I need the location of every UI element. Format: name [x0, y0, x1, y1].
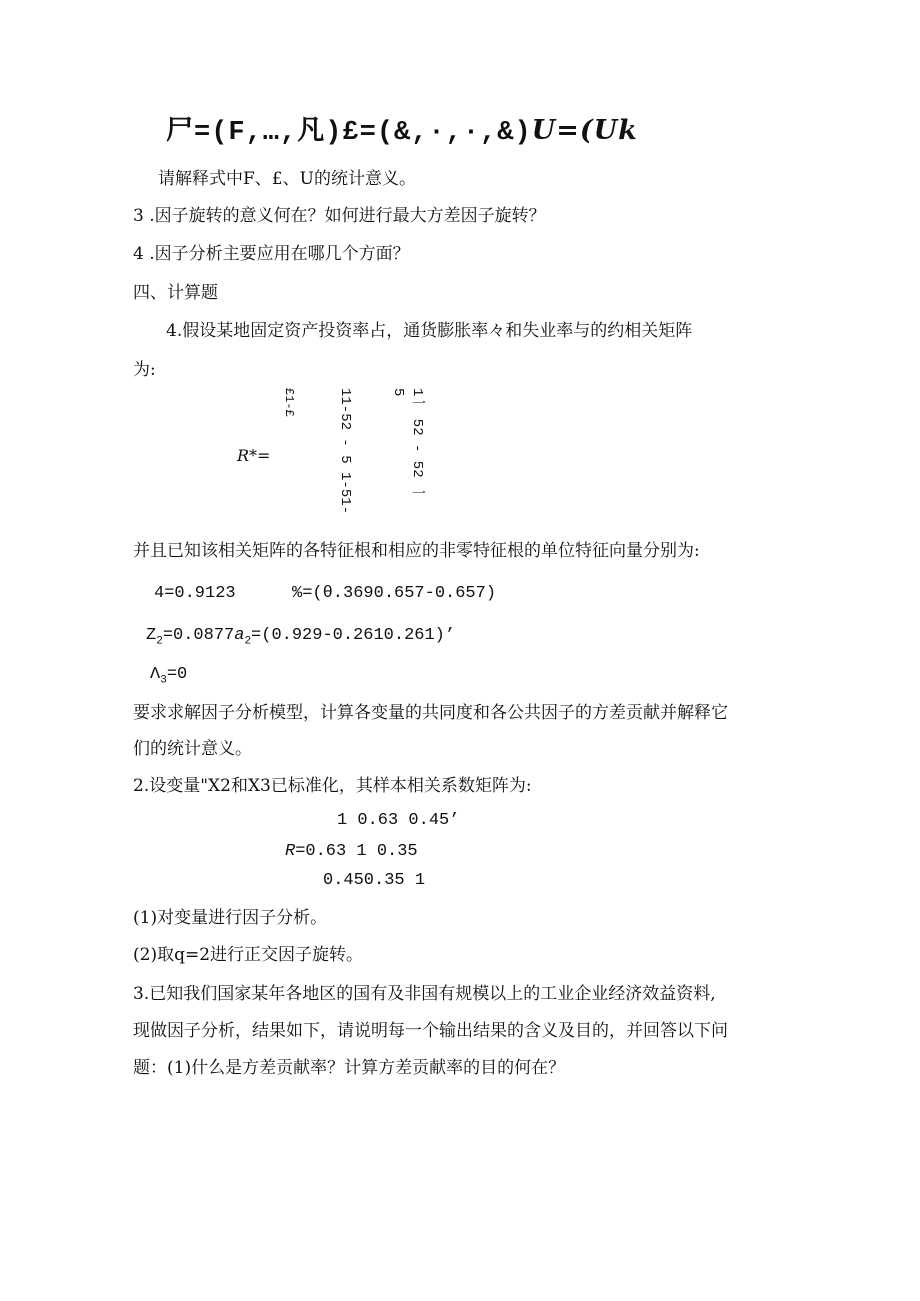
matrix2-label: R [285, 842, 296, 861]
matrix2-row-2-values: =0.63 1 0.35 [295, 842, 418, 861]
formula-part-2: =(F,…,凡)£=(&,·,·,&) [194, 118, 532, 148]
eigen-row-3 [150, 663, 187, 692]
explain-line: 请解释式中F、£、U的统计意义。 [158, 169, 416, 189]
eigenvalue-2-symbol: Z [146, 626, 157, 645]
question-4: 4 .因子分析主要应用在哪几个方面？ [133, 244, 410, 264]
question-3b-line-2: 现做因子分析，结果如下，请说明每一个输出结果的含义及目的，并回答以下问 [133, 1021, 728, 1041]
question-3: 3 .因子旋转的意义何在？如何进行最大方差因子旋转？ [133, 206, 546, 226]
question-2-intro: 2.设变量"X2和X3已标准化，其样本相关系数矩阵为: [133, 776, 532, 796]
question-3b-line-3: 题：(1)什么是方差贡献率？计算方差贡献率的目的何在？ [133, 1058, 566, 1078]
formula-part-3: U=(Uk [531, 115, 638, 146]
calc1-intro-cont: 为: [133, 360, 156, 380]
matrix2-row-3: 0.450.35 1 [323, 871, 426, 890]
matrix1-col2: 11-52 - 5 1-51- [337, 388, 353, 515]
eigenvector-1: %=(θ.3690.657-0.657) [292, 584, 497, 603]
eigenvalue-3-symbol: Λ [150, 665, 161, 684]
eigenvalue-3-sub: 3 [160, 674, 167, 687]
eigen-intro: 并且已知该相关矩阵的各特征根和相应的非零特征根的单位特征向量分别为: [133, 541, 700, 561]
requirement-line-1: 要求求解因子分析模型，计算各变量的共同度和各公共因子的方差贡献并解释它 [133, 703, 728, 723]
formula-line [166, 114, 638, 150]
formula-part-1: 尸 [166, 115, 194, 146]
matrix1-label: R*= [237, 446, 271, 465]
question-3b-line-1: 3.已知我们国家某年各地区的国有及非国有规模以上的工业企业经济效益资料, [133, 984, 716, 1004]
eigenvalue-2-sub: 2 [156, 635, 163, 648]
matrix2-row-2 [285, 840, 418, 864]
matrix1-col1: £1-£ [282, 388, 296, 417]
sub-question-1: (1)对变量进行因子分析。 [133, 908, 328, 928]
sub-question-2: (2)取q=2进行正交因子旋转。 [133, 945, 364, 965]
eigenvector-2: =(0.929-0.2610.261)’ [251, 626, 456, 645]
matrix1-col3: 5 [390, 388, 406, 397]
eigenvector-2-sub: 2 [244, 635, 252, 648]
eigen-row-2 [146, 624, 455, 653]
section-title: 四、计算题 [133, 283, 218, 303]
eigenvalue-3: =0 [166, 665, 188, 684]
eigenvalue-2: =0.0877 [162, 626, 235, 645]
eigenvector-2-symbol: a [234, 626, 245, 645]
matrix1-col4: 1一 52 - 52 一 [409, 388, 425, 501]
requirement-line-2: 们的统计意义。 [133, 739, 252, 759]
eigenvalue-1: 4=0.9123 [154, 584, 236, 603]
calc1-intro: 4.假设某地固定资产投资率占，通货膨胀率々和失业率与的约相关矩阵 [166, 321, 693, 341]
matrix2-row-1: 1 0.63 0.45’ [337, 811, 460, 830]
